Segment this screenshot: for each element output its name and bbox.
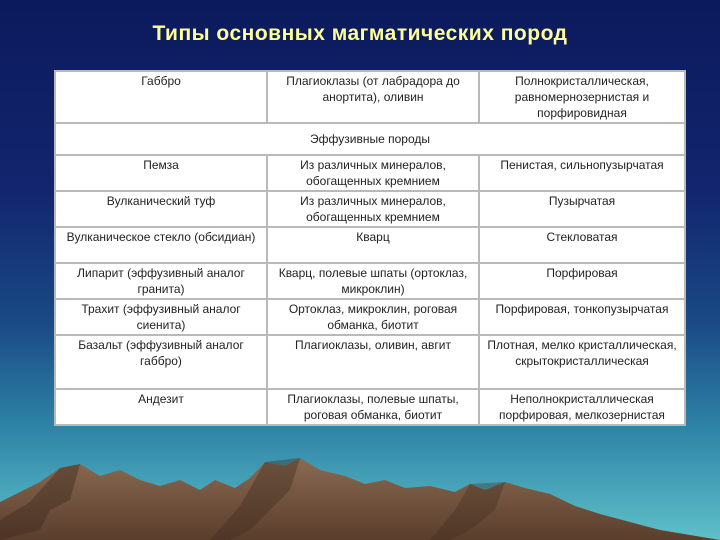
table-row: [55, 335, 685, 389]
rock-minerals-cell: Плагиоклазы, оливин, авгит: [267, 335, 479, 389]
rock-structure-cell: Стекловатая: [479, 227, 685, 263]
mountain-range-illustration: [0, 440, 720, 540]
table-row: [55, 389, 685, 425]
table-row: [55, 71, 685, 123]
rock-minerals-cell: Плагиоклазы, полевые шпаты, роговая обманка, биотит: [267, 389, 479, 425]
rock-name-cell: Базальт (эффузивный аналог габбро): [55, 335, 267, 389]
rock-structure-cell: Порфировая: [479, 263, 685, 299]
rock-structure-cell: Полнокристаллическая, равномернозернистая и порфировидная: [479, 71, 685, 123]
rock-name-cell: Трахит (эффузивный аналог сиенита): [55, 299, 267, 335]
slide-title: Типы основных магматических пород: [152, 22, 568, 45]
rock-minerals-cell: Из различных минералов, обогащенных кремнием: [267, 191, 479, 227]
rock-name-cell: Липарит (эффузивный аналог гранита): [55, 263, 267, 299]
rock-structure-cell: Пузырчатая: [479, 191, 685, 227]
table-row: [55, 227, 685, 263]
table-row: [55, 263, 685, 299]
rock-structure-cell: Порфировая, тонкопузырчатая: [479, 299, 685, 335]
rock-name-cell: Вулканический туф: [55, 191, 267, 227]
table-row: [55, 191, 685, 227]
rock-name-cell: Андезит: [55, 389, 267, 425]
table-row: [55, 155, 685, 191]
rock-minerals-cell: Кварц, полевые шпаты (ортоклаз, микроклин): [267, 263, 479, 299]
section-row: [55, 123, 685, 155]
table-row: [55, 299, 685, 335]
rock-structure-cell: Неполнокристаллическая порфировая, мелкозернистая: [479, 389, 685, 425]
rock-minerals-cell: Кварц: [267, 227, 479, 263]
rock-structure-cell: Пенистая, сильнопузырчатая: [479, 155, 685, 191]
rock-minerals-cell: Ортоклаз, микроклин, роговая обманка, биотит: [267, 299, 479, 335]
rock-minerals-cell: Из различных минералов, обогащенных кремнием: [267, 155, 479, 191]
rock-minerals-cell: Плагиоклазы (от лабрадора до анортита), оливин: [267, 71, 479, 123]
rock-name-cell: Пемза: [55, 155, 267, 191]
rock-name-cell: Габбро: [55, 71, 267, 123]
rock-types-table: [54, 70, 686, 426]
rock-name-cell: Вулканическое стекло (обсидиан): [55, 227, 267, 263]
mountain-shape: [0, 458, 720, 540]
rock-structure-cell: Плотная, мелко кристаллическая, скрытокристаллическая: [479, 335, 685, 389]
section-label: Эффузивные породы: [55, 123, 685, 155]
